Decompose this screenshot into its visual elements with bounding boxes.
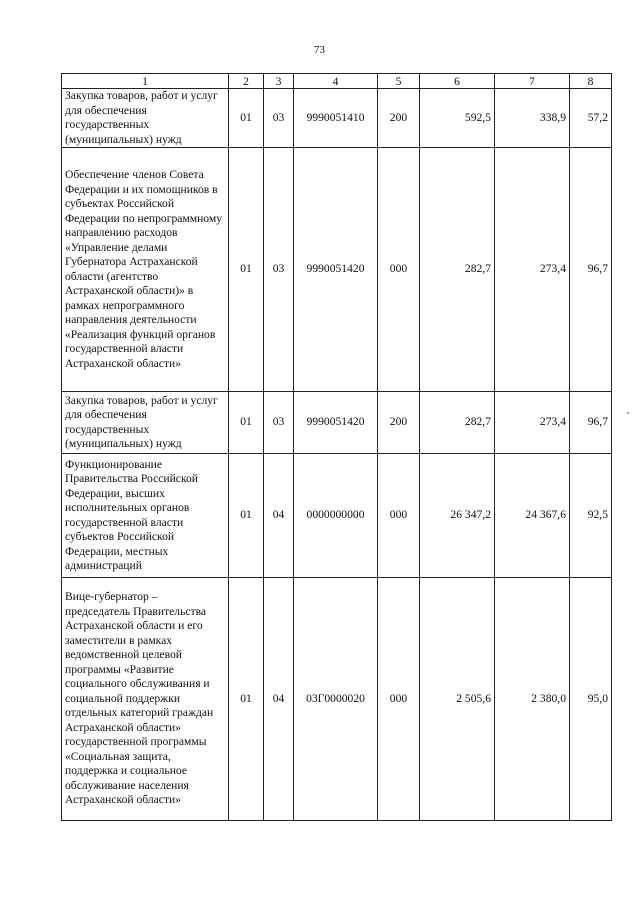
header-cell-6: 6 [420,74,495,89]
header-cell-5: 5 [378,74,420,89]
row-value-6: 26 347,2 [420,454,495,578]
table-row [62,148,612,392]
row-expense-type: 200 [378,89,420,148]
row-subsection: 03 [264,89,294,148]
row-target-article: 9990051410 [294,89,378,148]
row-name: Закупка товаров, работ и услуг для обеспечения государственных (муниципальных) нужд [62,89,229,148]
header-cell-8: 8 [570,74,612,89]
row-expense-type: 000 [378,454,420,578]
row-value-7: 338,9 [495,89,570,148]
row-section: 01 [229,89,264,148]
page-number: 73 [314,44,325,56]
row-subsection: 03 [264,392,294,454]
row-name: Закупка товаров, работ и услуг для обеспечения государственных (муниципальных) нужд [62,392,229,454]
header-cell-7: 7 [495,74,570,89]
row-target-article: 03Г0000020 [294,578,378,821]
row-expense-type: 000 [378,148,420,392]
row-value-7: 24 367,6 [495,454,570,578]
row-name: Функционирование Правительства Российской Федерации, высших исполнительных органов государственной власти субъектов Российской Федерации, местных администраций [62,454,229,578]
row-target-article: 0000000000 [294,454,378,578]
table-row [62,454,612,578]
row-target-article: 9990051420 [294,392,378,454]
row-value-6: 282,7 [420,392,495,454]
row-value-6: 592,5 [420,89,495,148]
row-value-8: 92,5 [570,454,612,578]
scan-speck [627,412,629,414]
row-value-6: 2 505,6 [420,578,495,821]
header-cell-4: 4 [294,74,378,89]
row-value-8: 95,0 [570,578,612,821]
row-name: Вице-губернатор – председатель Правительства Астраханской области и его заместители в рамках ведомственной целевой программы «Развитие социального обслуживания и социальной поддержки отдельных категорий граждан Астраханской области» государственной программы «Социальная защита, поддержка и социальное обслуживание населения Астраханской области» [62,578,229,821]
row-section: 01 [229,392,264,454]
header-row [62,74,612,89]
row-name: Обеспечение членов Совета Федерации и их помощников в субъектах Российской Федерации по непрограммному направлению расходов «Управление делами Губернатора Астраханской области (агентство Астраханской области)» в рамках непрограммного направления деятельности «Реализация функций органов государственной власти Астраханской области» [62,148,229,392]
row-expense-type: 200 [378,392,420,454]
row-value-8: 96,7 [570,392,612,454]
row-value-7: 2 380,0 [495,578,570,821]
row-value-7: 273,4 [495,392,570,454]
row-value-6: 282,7 [420,148,495,392]
header-cell-2: 2 [229,74,264,89]
table-row [62,392,612,454]
row-value-8: 57,2 [570,89,612,148]
row-value-7: 273,4 [495,148,570,392]
row-value-8: 96,7 [570,148,612,392]
row-section: 01 [229,148,264,392]
row-subsection: 04 [264,578,294,821]
header-cell-3: 3 [264,74,294,89]
row-section: 01 [229,578,264,821]
row-section: 01 [229,454,264,578]
row-subsection: 04 [264,454,294,578]
row-subsection: 03 [264,148,294,392]
row-target-article: 9990051420 [294,148,378,392]
table-row [62,578,612,821]
budget-table [61,73,612,821]
header-cell-1: 1 [62,74,229,89]
row-expense-type: 000 [378,578,420,821]
table-row [62,89,612,148]
